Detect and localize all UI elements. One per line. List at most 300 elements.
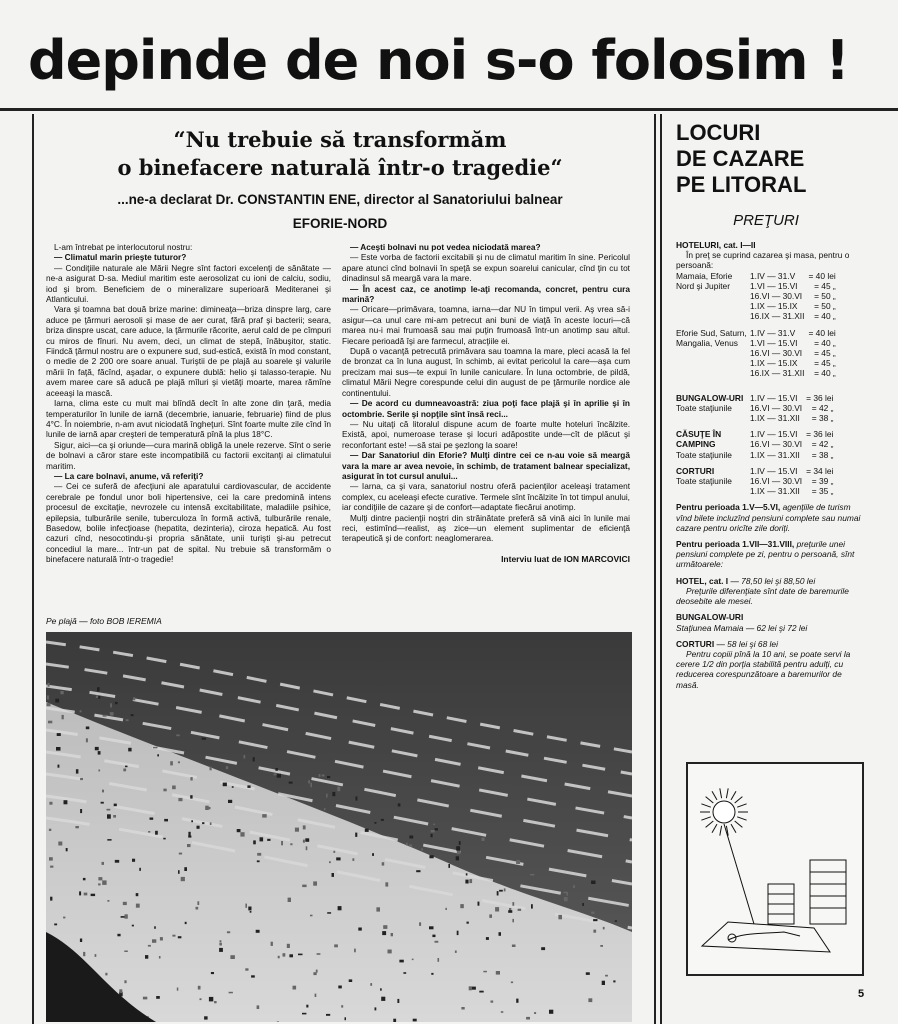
beach-figure xyxy=(159,956,161,959)
sun-ray xyxy=(737,817,746,820)
rate-period: 16.IX — 31.XII xyxy=(750,311,805,322)
beach-figure xyxy=(257,860,260,862)
beach-figure xyxy=(499,890,503,892)
beach-figure xyxy=(352,858,354,861)
beach-figure xyxy=(416,870,420,872)
beach-figure xyxy=(267,839,270,841)
beach-figure xyxy=(58,842,62,846)
hotel-summer-price xyxy=(676,576,862,607)
beach-figure xyxy=(591,912,594,914)
rate-group-name: Eforie Sud, Saturn, Mangalia, Venus xyxy=(676,327,747,348)
beach-figure xyxy=(50,866,53,868)
rate-group-name: Mamaia, Eforie Nord şi Jupiter xyxy=(676,270,733,291)
sun-ray xyxy=(701,804,710,807)
beach-figure xyxy=(101,802,104,804)
beach-figure xyxy=(460,904,464,908)
article-paragraph: — Este vorba de factorii excitabili şi nu de climatul maritim în sine. Pericolul apare atunci cînd bolnavii în speţă se expun soarelui canicular, cînd ţin cu tot dinadinsul să meargă vara la mare. xyxy=(342,252,630,284)
beach-figure xyxy=(49,857,53,860)
beach-figure xyxy=(413,1019,417,1022)
beach-figure xyxy=(49,829,51,831)
beach-figure xyxy=(55,699,59,703)
page-number: 5 xyxy=(858,988,865,1000)
rate-group-sub: Toate staţiunile xyxy=(676,476,732,487)
article-intro-line: ...ne-a declarat Dr. CONSTANTIN ENE, director al Sanatoriului balnear xyxy=(117,192,563,207)
beach-figure xyxy=(157,754,159,756)
rate-row xyxy=(748,281,838,291)
beach-figure xyxy=(170,761,173,765)
photo-caption: Pe plajă — foto BOB IEREMIA xyxy=(46,616,162,626)
beach-figure xyxy=(479,991,483,993)
beach-figure xyxy=(172,786,176,790)
beach-figure xyxy=(345,1017,347,1020)
beach-figure xyxy=(188,832,190,836)
rate-table xyxy=(748,466,835,497)
rate-period: 1.IV — 15.VI xyxy=(750,392,798,403)
beach-figure xyxy=(58,765,60,768)
beach-figure xyxy=(283,953,286,956)
rate-row xyxy=(748,368,838,378)
beach-figure xyxy=(409,844,412,846)
beach-figure xyxy=(49,802,52,805)
rate-group-label xyxy=(676,271,748,322)
sunbather-illustration xyxy=(686,762,864,976)
rate-row xyxy=(748,271,838,281)
beach-figure xyxy=(54,924,57,926)
rate-period: 1.IX — 31.XII xyxy=(750,449,800,460)
period1-note xyxy=(676,502,862,533)
beach-figure xyxy=(433,824,435,826)
beach-figure xyxy=(163,789,166,792)
page-headline: depinde de noi s-o folosim ! xyxy=(28,29,849,92)
beach-figure xyxy=(60,691,63,694)
beach-figure xyxy=(483,971,487,973)
beach-figure xyxy=(155,831,158,835)
beach-figure xyxy=(429,855,433,858)
beach-figure xyxy=(211,972,214,974)
beach-figure xyxy=(245,904,247,908)
beach-figure xyxy=(115,702,118,704)
rate-price: = 42 „ xyxy=(811,439,834,450)
beach-figure xyxy=(327,776,330,778)
bungalow-summer-heading: BUNGALOW-URI xyxy=(676,612,744,623)
beach-figure xyxy=(205,806,209,810)
beach-figure xyxy=(281,841,283,845)
sidebar-title xyxy=(676,120,876,198)
beach-figure xyxy=(313,881,317,885)
rate-group-label xyxy=(676,466,748,497)
tents-summer-text: — 58 lei şi 68 lei xyxy=(716,638,778,649)
beach-figure xyxy=(86,727,90,730)
hotels-heading: HOTELURI, cat. I—II xyxy=(676,240,756,250)
beach-figure xyxy=(248,907,251,911)
rate-table xyxy=(748,429,835,460)
beach-figure xyxy=(302,885,306,888)
beach-figure xyxy=(435,828,438,830)
beach-figure xyxy=(326,1014,330,1016)
beach-figure xyxy=(337,787,340,792)
beach-figure xyxy=(306,1005,308,1008)
beach-figure xyxy=(187,844,191,847)
beach-figure xyxy=(326,794,328,798)
beach-figure xyxy=(491,1001,494,1003)
beach-figure xyxy=(181,877,185,881)
beach-figure xyxy=(478,902,480,906)
beach-figure xyxy=(204,1016,208,1019)
beach-figure xyxy=(98,877,102,880)
rate-period: 1.VI — 15.VI xyxy=(750,280,798,291)
beach-figure xyxy=(298,954,303,956)
beach-figure xyxy=(80,778,83,780)
beach-figure xyxy=(534,1012,536,1014)
beach-figure xyxy=(372,853,374,856)
sun-ray xyxy=(706,821,714,827)
beach-figure xyxy=(86,738,88,742)
rate-price: = 45 „ xyxy=(814,348,836,359)
beach-figure xyxy=(177,988,179,991)
rate-group-label xyxy=(676,393,748,424)
beach-figure xyxy=(531,904,533,908)
beach-figure xyxy=(103,715,107,717)
beach-figure xyxy=(287,944,290,948)
beach-figure xyxy=(316,970,318,973)
beach-figure xyxy=(98,696,100,699)
rate-period: 1.IV — 15.VI xyxy=(750,465,798,476)
beach-figure xyxy=(257,1005,260,1009)
article-column-left xyxy=(46,242,331,565)
sidebar-title-line: DE CAZARE xyxy=(676,146,805,171)
beach-figure xyxy=(558,915,562,919)
beach-figure xyxy=(412,959,414,961)
article-paragraph: — De acord cu dumneavoastră: ziua poţi face plajă şi în aprilie şi în octombrie. Serile şi nopţile sînt însă reci... xyxy=(342,398,630,419)
beach-figure xyxy=(526,1017,530,1020)
beach-figure xyxy=(600,945,603,947)
beach-figure xyxy=(223,783,227,787)
beach-figure xyxy=(232,786,234,788)
beach-figure xyxy=(421,848,423,851)
beach-figure xyxy=(358,928,362,931)
beach-figure xyxy=(164,819,168,822)
beach-figure xyxy=(435,941,439,943)
beach-figure xyxy=(334,944,338,947)
beach-figure xyxy=(593,930,596,933)
beach-figure xyxy=(308,780,310,783)
article-title xyxy=(40,126,640,182)
beach-figure xyxy=(380,988,382,990)
beach-figure xyxy=(406,843,408,846)
beach-figure xyxy=(382,931,386,935)
rate-period: 1.IV — 31.V xyxy=(750,327,796,338)
article-paragraph: — În acest caz, ce anotimp le-aţi recomanda, concret, pentru cura marină? xyxy=(342,283,630,305)
beach-figure xyxy=(356,796,358,800)
rate-row xyxy=(748,403,835,413)
beach-figure xyxy=(313,972,316,975)
period1-heading: Pentru perioada 1.V—5.VI, xyxy=(676,502,781,513)
sun-ray xyxy=(712,824,717,833)
rate-price: = 42 „ xyxy=(811,402,834,413)
beach-figure xyxy=(375,1007,377,1010)
rate-period: 16.VI — 30.VI xyxy=(750,348,803,359)
beach-figure xyxy=(381,819,384,821)
rate-price: = 50 „ xyxy=(814,291,836,302)
beach-figure xyxy=(516,860,520,864)
beach-figure xyxy=(219,943,222,946)
rate-row xyxy=(748,429,835,439)
beach-figure xyxy=(306,846,308,850)
rate-group xyxy=(676,393,862,424)
beach-figure xyxy=(336,857,340,860)
beach-figure xyxy=(107,900,109,902)
beach-figure xyxy=(465,880,468,884)
beach-figure xyxy=(567,892,569,896)
rate-price: = 34 lei xyxy=(806,465,834,476)
beach-figure xyxy=(393,1019,396,1022)
beach-figure xyxy=(329,861,331,863)
rate-period: 1.IX — 31.XII xyxy=(750,413,800,424)
rate-price: = 40 lei xyxy=(808,327,836,338)
beach-figure xyxy=(382,862,385,865)
beach-figure xyxy=(128,748,131,752)
beach-figure xyxy=(247,785,250,788)
article-paragraph: — Iarna, ca şi vara, sanatoriul nostru oferă pacienţilor aceleaşi tratament complex, cu aceleaşi efecte curative. Termele sînt încălzite în tot timpul anului, iar condiţiile de cazare şi de confort—adaptate fiecărui anotimp. xyxy=(342,481,630,513)
beach-figure xyxy=(48,683,50,687)
beach-figure xyxy=(260,837,264,841)
hotel-summer-note: Preţurile diferenţiate sînt date de baremurile deosebite ale mesei. xyxy=(676,585,849,607)
beach-figure xyxy=(315,994,317,997)
sidebar-subtitle: PREŢURI xyxy=(733,212,799,229)
beach-figure xyxy=(176,735,180,737)
rate-row xyxy=(748,358,838,368)
beach-figure xyxy=(277,774,281,778)
beach-figure xyxy=(107,814,111,818)
beach-figure xyxy=(388,950,392,954)
beach-figure xyxy=(136,893,139,896)
beach-figure xyxy=(50,897,52,901)
beach-figure xyxy=(615,920,617,922)
beach-figure xyxy=(397,999,399,1003)
beach-figure xyxy=(499,932,502,936)
beach-figure xyxy=(288,898,291,902)
beach-figure xyxy=(190,795,192,798)
rate-price: = 40 lei xyxy=(808,270,836,281)
sun-ray xyxy=(712,791,717,800)
rate-price: = 38 „ xyxy=(811,413,834,424)
beach-figure xyxy=(107,809,111,811)
rate-price: = 38 „ xyxy=(811,449,834,460)
beach-figure xyxy=(95,747,99,750)
article-paragraph: — Dar Sanatoriul din Eforie? Mulţi dintre cei ce n-au voie să meargă vara la mare ar avea nevoie, în schimb, de tratament balnear specializat, asigurat în tot cursul anului... xyxy=(342,450,630,481)
beach-figure xyxy=(467,922,469,924)
article-paragraph: — Nu uitaţi că litoralul dispune acum de foarte multe hoteluri încălzite. Există, apoi, numeroase terase şi locuri adăpostite unde—cît de plăcut şi reconfortant este! —să stai pe şezlong la soare! xyxy=(342,418,630,450)
beach-figure xyxy=(64,800,68,804)
beach-figure xyxy=(541,947,545,950)
rate-price: = 50 „ xyxy=(814,301,836,312)
beach-figure xyxy=(240,832,244,836)
beach-figure xyxy=(274,774,277,776)
beach-figure xyxy=(496,971,500,975)
article-intro-line: EFORIE-NORD xyxy=(292,216,388,231)
beach-figure xyxy=(341,1005,343,1007)
sidebar-title-line: LOCURI xyxy=(676,120,761,145)
rate-table xyxy=(748,393,835,424)
beach-figure xyxy=(253,757,255,761)
rate-price: = 36 lei xyxy=(806,429,834,440)
beach-figure xyxy=(482,838,485,841)
beach-figure xyxy=(148,945,151,947)
beach-figure xyxy=(126,719,129,721)
beach-figure xyxy=(354,949,356,953)
beach-figure xyxy=(432,935,435,938)
beach-figure xyxy=(245,968,248,970)
beach-figure xyxy=(198,986,201,990)
rate-row xyxy=(748,466,835,476)
beach-figure xyxy=(495,907,499,911)
beach-figure xyxy=(178,936,182,938)
sun-ray xyxy=(706,797,714,803)
beach-figure xyxy=(338,906,342,910)
rate-period: 1.VI — 15.VI xyxy=(750,337,798,348)
beach-photo xyxy=(46,632,632,1022)
article-paragraph: — Aceşti bolnavi nu pot vedea niciodată marea? xyxy=(350,242,541,252)
beach-figure xyxy=(370,983,372,986)
beach-figure xyxy=(586,972,590,975)
beach-figure xyxy=(115,860,119,863)
beach-figure xyxy=(431,973,433,975)
period2-note xyxy=(676,539,862,570)
beach-figure xyxy=(210,822,212,825)
sun-ray xyxy=(726,788,728,798)
rate-period: 16.VI — 30.VI xyxy=(750,439,803,450)
beach-figure xyxy=(501,1011,504,1013)
article-title-line: “Nu trebuie să transformăm xyxy=(173,127,507,152)
beach-figure xyxy=(445,908,447,910)
rate-group-sub: Toate staţiunile xyxy=(676,402,732,413)
beach-figure xyxy=(613,980,615,982)
beach-figure xyxy=(275,768,278,771)
beach-figure xyxy=(530,874,534,876)
beach-figure xyxy=(573,885,575,888)
beach-figure xyxy=(83,952,85,956)
beach-figure xyxy=(333,851,335,853)
beach-figure xyxy=(244,755,246,759)
beach-figure xyxy=(97,687,100,691)
beach-figure xyxy=(156,996,160,999)
article-paragraph: — Cei ce suferă de afecţiuni ale aparatului cardiovascular, de accidente cerebrale pe fondul unor boli hipertensive, cei la care predomină intens procesul de excitaţie, nevrozele cu intensă excitabilitate, maladiile psihice, epilepsia, tulburările senile, tuberculoza în formă activă, tulburările renale, Basedow, bolile infecţioase (hepatita, dezinteria), ciroza hepatică. Au fost cazuri cînd, nesocotindu-şi propria sănătate, unii turişti şi-au petrecut concediul la mare... într-un pat de spital. Nu trebuie să transformăm o binefacere naturală într-o tragedie! xyxy=(46,481,331,565)
beach-figure xyxy=(197,901,199,905)
rate-row xyxy=(748,439,835,449)
article-title-line: o binefacere naturală într-o tragedie“ xyxy=(117,155,563,180)
beach-figure xyxy=(80,809,82,813)
beach-figure xyxy=(398,803,401,806)
beach-figure xyxy=(305,838,309,842)
rate-price: = 45 „ xyxy=(814,358,836,369)
beach-figure xyxy=(202,738,206,740)
beach-figure xyxy=(196,907,199,910)
beach-figure xyxy=(290,843,292,845)
rate-price: = 39 „ xyxy=(811,476,834,487)
beach-figure xyxy=(131,714,134,716)
beach-figure xyxy=(593,919,597,921)
period1-text: agenţiile de turism vînd bilete incluzînd pensiuni complete sau numai cazare pentru oricîte zile doriţi. xyxy=(676,502,861,533)
beach-figure xyxy=(230,955,235,959)
beach-figure xyxy=(310,915,313,917)
rate-group-label xyxy=(676,328,748,379)
article-column-right xyxy=(342,242,630,564)
beach-figure xyxy=(391,933,393,936)
beach-figure xyxy=(262,814,267,818)
beach-figure xyxy=(332,873,335,877)
beach-figure xyxy=(322,775,325,777)
beach-figure xyxy=(62,715,64,719)
beach-figure xyxy=(459,841,461,845)
beach-figure xyxy=(469,986,472,990)
beach-figure xyxy=(184,867,187,871)
beach-figure xyxy=(466,873,468,875)
beach-figure xyxy=(431,830,435,832)
beach-figure xyxy=(472,987,476,990)
rate-group xyxy=(676,328,862,379)
rate-row xyxy=(748,348,838,358)
beach-figure xyxy=(257,853,261,856)
beach-figure xyxy=(125,914,128,918)
beach-figure xyxy=(602,981,605,985)
beach-figure xyxy=(512,902,514,906)
beach-figure xyxy=(511,982,513,984)
beach-figure xyxy=(228,800,232,803)
beach-figure xyxy=(202,822,204,824)
beach-figure xyxy=(489,914,492,918)
sunbather-drawing xyxy=(688,764,862,974)
beach-figure xyxy=(319,774,321,777)
beach-figure xyxy=(98,751,101,755)
beach-figure xyxy=(91,894,96,896)
sun-ray xyxy=(720,826,722,836)
rate-price: = 40 „ xyxy=(814,311,836,322)
article-paragraph: Vara şi toamna bat două brize marine: dimineaţa—briza dinspre larg, care aduce pe ţărmuri aerosoli şi mase de aer curat, fără praf şi bacterii; seara, briza dinspre uscat, care aduce, la ţărmurile răcorite, aerul cald de pe cîmpuri cu miros de fînuri. Nu avem, deci, un climat de stepă, înăbuşitor, static. Fiindcă ţărmul nostru are o expunere sud, sud-estică, există în mod constant, o medie de 2 200 ore soare anual. Turiştii de pe plajă au soarele şi valurile mării în faţă, făcînd, aşadar, o expunere dublă: helio şi talasso-terapie. Nu avem maree care să aducă pe plajă mîluri şi vietăţi moarte, marea rămîne aceeaşi la mască. xyxy=(46,304,331,398)
beach-figure xyxy=(365,829,369,832)
beach-figure xyxy=(125,766,128,768)
article-paragraph: — La care bolnavi, anume, vă referiţi? xyxy=(54,470,204,481)
sun-ray xyxy=(720,788,722,798)
beach-figure xyxy=(448,864,450,868)
beach-figure xyxy=(253,840,256,844)
beach-figure xyxy=(57,733,61,736)
beach-figure xyxy=(75,826,79,828)
beach-figure xyxy=(512,945,516,948)
beach-figure xyxy=(160,937,163,940)
beach-figure xyxy=(143,997,147,1000)
rate-row xyxy=(748,338,838,348)
beach-figure xyxy=(403,972,406,974)
beach-figure xyxy=(226,766,228,769)
rate-table xyxy=(748,328,838,379)
rate-period: 1.IV — 31.V xyxy=(750,270,796,281)
article-intro xyxy=(40,188,640,236)
beach-figure xyxy=(172,935,175,937)
beach-figure xyxy=(431,834,433,837)
rate-row xyxy=(748,450,835,460)
beach-figure xyxy=(197,826,200,829)
beach-figure xyxy=(289,782,293,784)
beach-figure xyxy=(605,975,608,977)
hotel-summer-text: — 78,50 lei şi 88,50 lei xyxy=(730,575,816,586)
beach-figure xyxy=(518,909,522,911)
beach-figure xyxy=(457,931,459,935)
rate-group-name: CĂSUŢE ÎN CAMPING xyxy=(676,429,722,450)
beach-figure xyxy=(117,934,120,937)
tents-summer-note: Pentru copiii pînă la 10 ani, se poate servi la cerere 1/2 din porţia stabilită pentru adulţi, cu reducerea corespunzătoare a baremurilor de masă. xyxy=(676,648,851,690)
beach-figure xyxy=(148,831,150,833)
beach-figure xyxy=(84,893,88,896)
